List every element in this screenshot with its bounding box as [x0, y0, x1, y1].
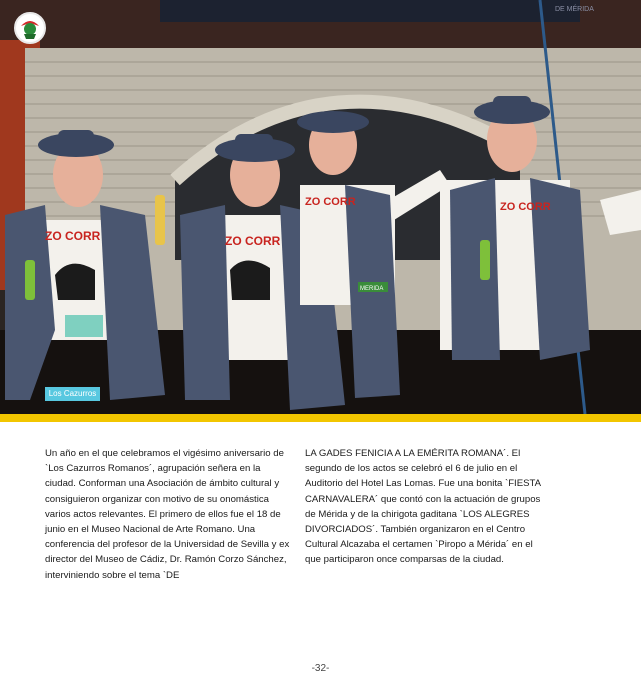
- photo-caption: Los Cazurros: [45, 387, 100, 401]
- badge-text: MERIDA: [360, 286, 384, 292]
- logo: [14, 12, 46, 44]
- accent-bar: [0, 414, 641, 422]
- sign-text: DE MÉRIDA: [555, 6, 594, 13]
- shirt-text-1: ZO CORR: [45, 229, 101, 243]
- article-column-right: LA GADES FENICIA A LA EMÉRITA ROMANA´. El segundo de los actos se celebró el 6 de julio en el Auditorio del Hotel Las Lomas. Fue una bonita `FIESTA CARNAVALERA´ que contó con la actuación de grupos de Mérida y de la chirigota gaditana `LOS ALEGRES DIVORCIADOS´. También organizaron en el Centro Cultural Alcazaba el certamen `Piropo a Mérida´ en el que participaron once comparsas de la ciudad.: [305, 448, 541, 566]
- shirt-text-3: ZO CORR: [305, 196, 356, 208]
- shirt-text-4: ZO CORR: [500, 201, 551, 213]
- shirt-text-2: ZO CORR: [225, 234, 281, 248]
- page-number: -32-: [311, 663, 330, 674]
- article-column-left: Un año en el que celebramos el vigésimo aniversario de `Los Cazurros Romanos´, agrupación señera en la ciudad. Conforman una Asociación de ámbito cultural y consiguieron organizar con motivo de su onomástica varios actos relevantes. El primero de ellos fue el 18 de junio en el Museo Nacional de Arte Romano. Una conferencia del profesor de la Universidad de Sevilla y ex director del Museo de Cádiz, Dr. Ramón Corzo Sánchez, interviniendo sobre el tema `DE: [45, 448, 290, 581]
